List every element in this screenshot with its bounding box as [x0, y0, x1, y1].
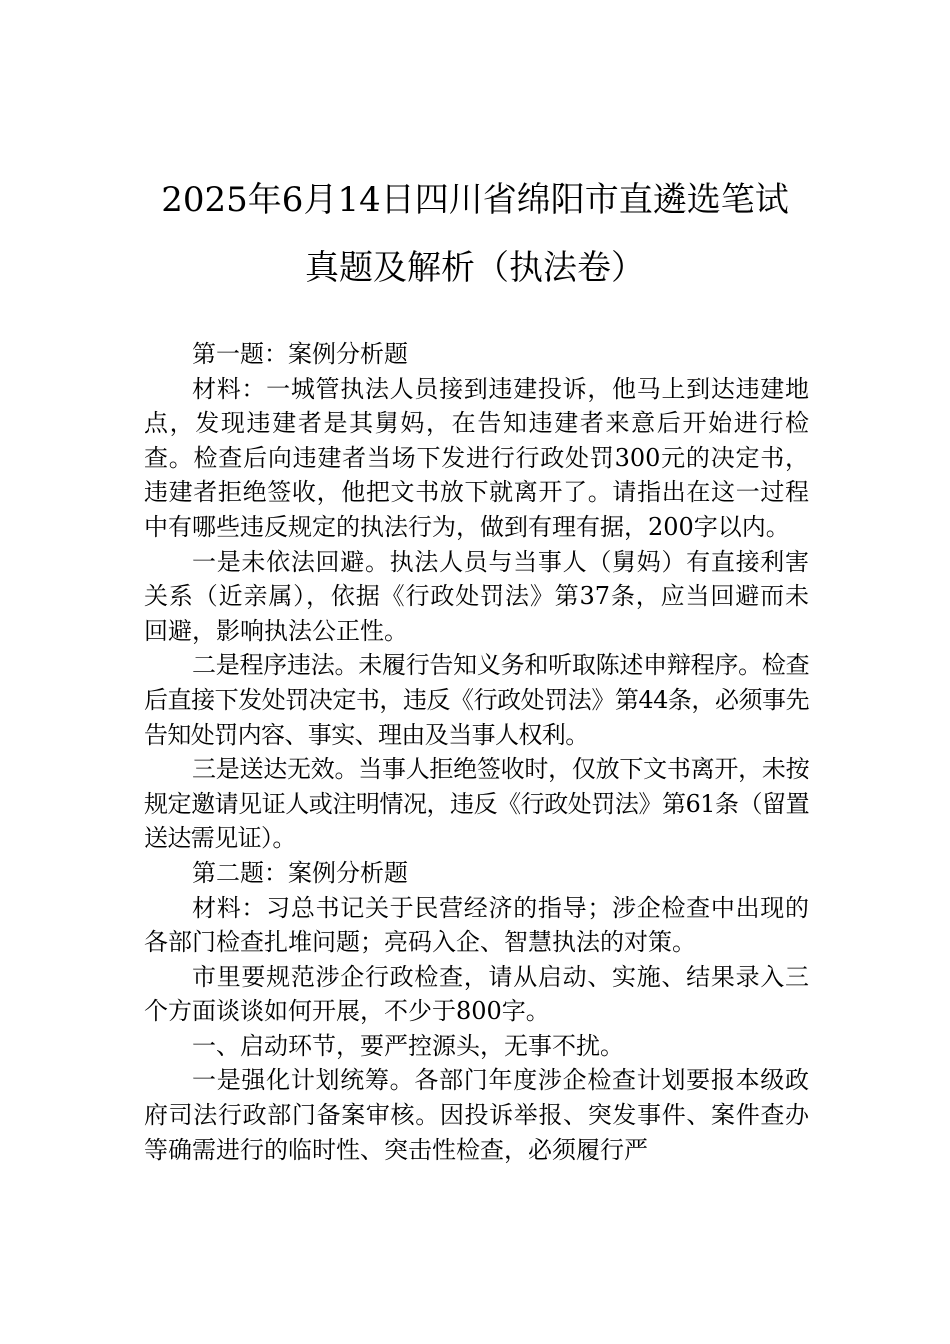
question-2-prompt: 市里要规范涉企行政检查，请从启动、实施、结果录入三个方面谈谈如何开展，不少于800字。 [144, 962, 809, 1026]
question-1-heading: 第一题：案例分析题 [192, 340, 408, 368]
answer-2-section-1-heading: 一、启动环节，要严控源头，无事不扰。 [192, 1031, 624, 1060]
answer-2-section-1-point-1: 一是强化计划统筹。各部门年度涉企检查计划要报本级政府司法行政部门备案审核。因投诉举报、突发事件、案件查办等确需进行的临时性、突击性检查，必须履行严 [144, 1066, 809, 1164]
question-2-heading: 第二题：案例分析题 [192, 858, 408, 887]
answer-1-point-3: 三是送达无效。当事人拒绝签收时，仅放下文书离开，未按规定邀请见证人或注明情况，违反《行政处罚法》第61条（留置送达需见证）。 [144, 755, 809, 853]
document-body [144, 337, 809, 1167]
question-1-material: 材料：一城管执法人员接到违建投诉，他马上到达违建地点，发现违建者是其舅妈，在告知违建者来意后开始进行检查。检查后向违建者当场下发进行行政处罚300元的决定书，违建者拒绝签收，他把文书放下就离开了。请指出在这一过程中有哪些违反规定的执法行为，做到有理有据，200字以内。 [144, 374, 809, 541]
document-title-line-2: 真题及解析（执法卷） [305, 248, 645, 288]
document-title-line-1: 2025年6月14日四川省绵阳市直遴选笔试 [161, 180, 789, 220]
question-2-material: 材料：习总书记关于民营经济的指导；涉企检查中出现的各部门检查扎堆问题；亮码入企、智慧执法的对策。 [144, 893, 809, 957]
answer-1-point-1: 一是未依法回避。执法人员与当事人（舅妈）有直接利害关系（近亲属），依据《行政处罚法》第37条，应当回避而未回避，影响执法公正性。 [144, 547, 809, 645]
answer-1-point-2: 二是程序违法。未履行告知义务和听取陈述申辩程序。检查后直接下发处罚决定书，违反《行政处罚法》第44条，必须事先告知处罚内容、事实、理由及当事人权利。 [144, 651, 809, 749]
